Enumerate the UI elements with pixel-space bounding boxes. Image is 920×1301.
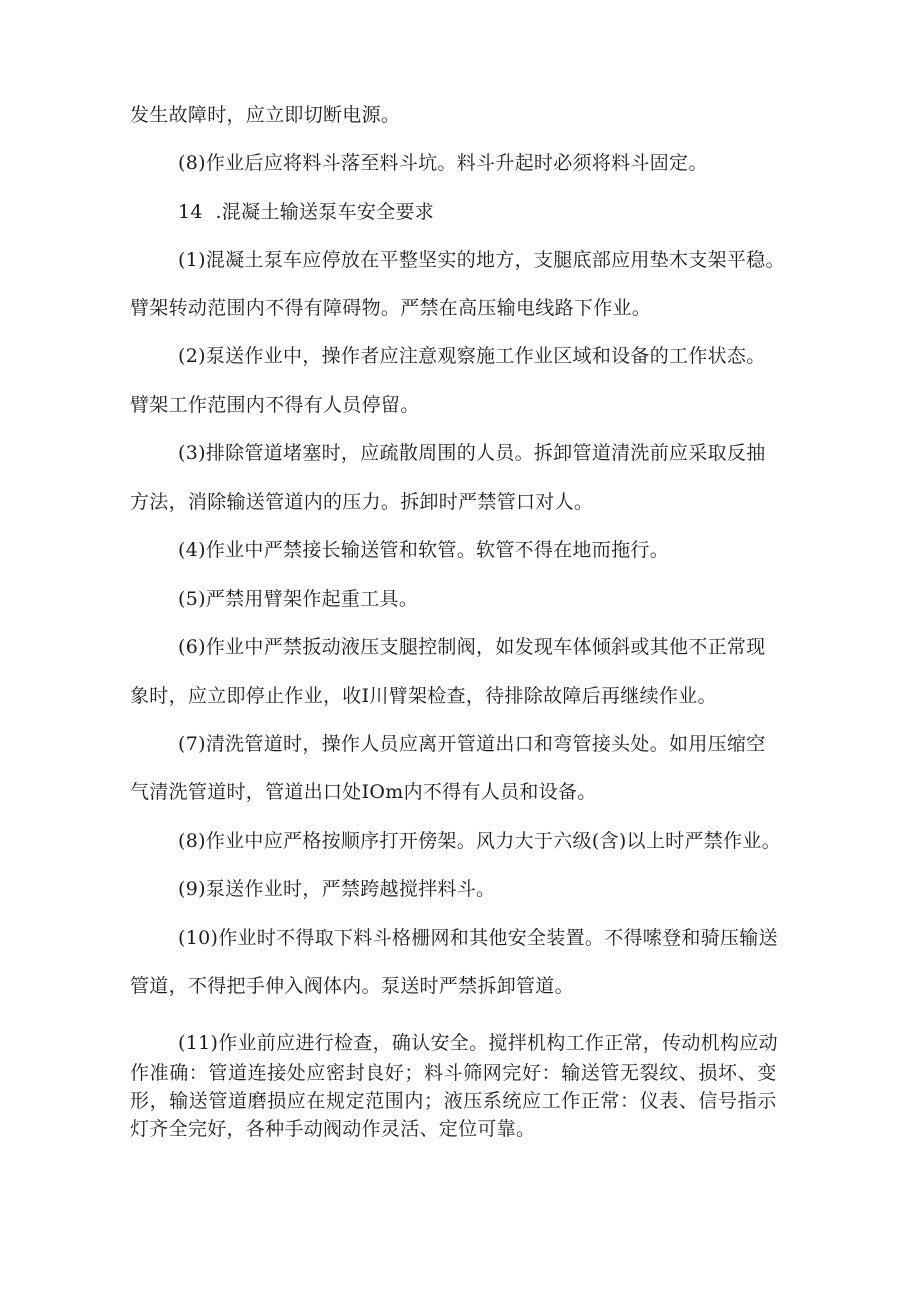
text-line: (7)清洗管道时，操作人员应离开管道出口和弯管接头处。如用压缩空 [178,733,766,755]
text-line: (11)作业前应进行检查，确认安全。搅拌机构工作正常，传动机构应动 [178,1032,778,1054]
text-line: (10)作业时不得取下料斗格栅网和其他安全装置。不得嗦登和骑压输送 [178,927,778,949]
text-line: 象时，应立即停止作业，收I川臂架检查，待排除故障后再继续作业。 [130,685,717,707]
text-line: (5)严禁用臂架作起重工具。 [178,588,419,610]
text-line: (8)作业后应将料斗落至料斗坑。料斗升起时必须将料斗固定。 [178,152,708,174]
section-heading: 14 .混凝土输送泵车安全要求 [178,201,435,223]
text-line: 发生故障时，应立即切断电源。 [130,104,401,126]
text-line: 作准确：管道连接处应密封良好；料斗筛网完好：输送管无裂纹、损坏、变 [130,1062,777,1084]
text-line: 气清洗管道时，管道出口处IOm内不得有人员和设备。 [130,781,597,803]
text-line: (3)排除管道堵塞时，应疏散周围的人员。拆卸管道清洗前应采取反抽 [178,442,766,464]
text-line: (6)作业中严禁扳动液压支腿控制阀，如发现车体倾斜或其他不正常现 [178,636,766,658]
text-line: (4)作业中严禁接长输送管和软管。软管不得在地而拖行。 [178,539,670,561]
text-line: 形，输送管道磨损应在规定范围内；液压系统应工作正常：仪表、信号指示 [130,1090,777,1112]
text-line: (9)泵送作业时，严禁跨越搅拌料斗。 [178,878,496,900]
text-line: 臂架转动范围内不得有障碍物。严禁在高压输电线路下作业。 [130,297,652,319]
text-line: 臂架工作范围内不得有人员停留。 [130,394,420,416]
text-line: 管道，不得把手伸入阀体内。泵送时严禁拆卸管道。 [130,975,574,997]
text-line: (2)泵送作业中，操作者应注意观察施工作业区域和设备的工作状态。 [178,345,766,367]
text-line: (8)作业中应严格按顺序打开傍架。风力大于六级(含)以上时严禁作业。 [178,830,781,852]
text-line: (1)混凝土泵车应停放在平整坚实的地方，支腿底部应用垫木支架平稳。 [178,249,785,271]
text-line: 方法，消除输送管道内的压力。拆卸时严禁管口对人。 [130,491,594,513]
text-line: 灯齐全完好，各种手动阀动作灵活、定位可靠。 [130,1118,536,1140]
